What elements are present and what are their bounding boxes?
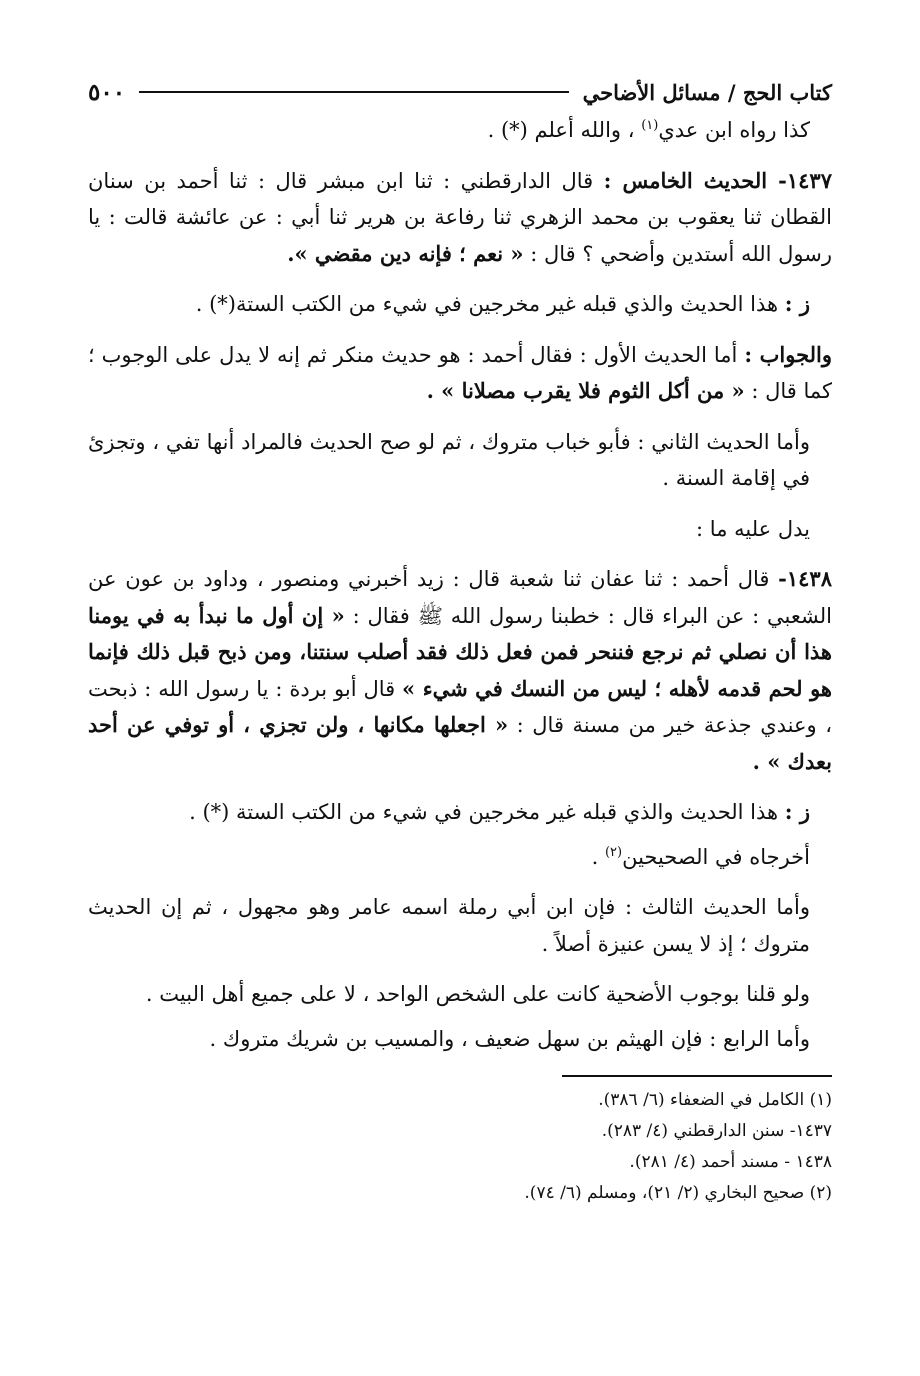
paragraph-1-text: كذا رواه ابن عدي <box>658 118 810 142</box>
hadith-1437-text: قال الدارقطني : ثنا ابن مبشر قال : ثنا أحمد بن سنان القطان ثنا يعقوب بن محمد الزهري ثنا رفاعة بن هرير ثنا أبي : عن عائشة قالت : يا رسول الله أستدين وأضحي ؟ قال : <box>88 168 832 266</box>
footnote-separator <box>562 1075 832 1077</box>
hadith-1437 <box>88 163 832 273</box>
answer-paragraph <box>88 337 832 410</box>
footnote-2: (٢) صحيح البخاري (٢/ ٢١)، ومسلم (٦/ ٧٤). <box>524 1183 832 1203</box>
header-rule <box>139 91 569 93</box>
second-hadith-paragraph: وأما الحديث الثاني : فأبو خباب متروك ، ثم لو صح الحديث فالمراد أنها تفي ، وتجزئ في إقامة السنة . <box>88 429 810 490</box>
note-z-1-label: ز : <box>784 291 810 316</box>
page-number: ٥٠٠ <box>88 78 126 106</box>
page-header <box>88 72 832 112</box>
hadith-1438-quote-2: « اجعلها مكانها ، ولن تجزي ، أو توفي عن أحد بعدك » . <box>88 712 832 774</box>
answer-text: أما الحديث الأول : فقال أحمد : هو حديث منكر ثم إنه لا يدل على الوجوب ؛ كما قال : <box>88 342 832 403</box>
hadith-1437-label: ١٤٣٧- الحديث الخامس : <box>603 167 832 193</box>
hadith-1438-label: ١٤٣٨- <box>778 566 832 591</box>
footnote-ref-2[interactable]: (٢) <box>604 844 623 860</box>
footnote-1: (١) الكامل في الضعفاء (٦/ ٣٨٦). <box>598 1090 832 1110</box>
sahihayn-text: أخرجاه في الصحيحين <box>622 844 810 869</box>
household-paragraph: ولو قلنا بوجوب الأضحية كانت على الشخص الواحد ، لا على جميع أهل البيت . <box>145 982 810 1006</box>
hadith-1438-quote-1: « إن أول ما نبدأ به في يومنا هذا أن نصلي ثم نرجع فننحر فمن فعل ذلك فقد أصلب سنتنا، ومن ذبح قبل ذلك فإنما هو لحم قدمه لأهله ؛ ليس من النسك في شيء » <box>88 602 832 701</box>
answer-quote: « من أكل الثوم فلا يقرب مصلانا » . <box>426 378 745 403</box>
note-z-2-text: هذا الحديث والذي قبله غير مخرجين في شيء من الكتب الستة (*) . <box>189 800 779 824</box>
sahihayn-paragraph <box>88 839 832 876</box>
footnote-ref-1[interactable]: (١) <box>641 118 659 133</box>
hadith-1438-text: قال أحمد : ثنا عفان ثنا شعبة قال : زيد أخبرني ومنصور ، وداود بن عون عن الشعبي : عن البراء قال : خطبنا رسول الله ﷺ فقال : <box>88 567 832 628</box>
note-z-2-label: ز : <box>784 799 810 824</box>
hadith-1438-text-2: قال أبو بردة : يا رسول الله : ذبحت ، وعندي جذعة خير من مسنة قال : <box>88 676 832 737</box>
evidence-intro: يدل عليه ما : <box>696 516 810 541</box>
note-z-1-text: هذا الحديث والذي قبله غير مخرجين في شيء من الكتب الستة(*) . <box>195 292 779 316</box>
hadith-1438 <box>88 561 832 780</box>
note-z-2 <box>88 794 832 831</box>
footnote-1438: ١٤٣٨ - مسند أحمد (٤/ ٢٨١). <box>629 1152 832 1172</box>
footnote-1437: ١٤٣٧- سنن الدارقطني (٤/ ٢٨٣). <box>601 1121 832 1141</box>
paragraph-1-tail: ، والله أعلم (*) . <box>487 118 635 142</box>
book-page <box>88 72 832 1209</box>
third-hadith-paragraph: وأما الحديث الثالث : فإن ابن أبي رملة اسمه عامر وهو مجهول ، ثم إن الحديث متروك ؛ إذ لا يسن عنيزة أصلاً . <box>88 895 810 956</box>
paragraph-1 <box>88 112 832 149</box>
note-z-1 <box>88 286 832 323</box>
footnotes <box>88 1085 832 1209</box>
sahihayn-tail: . <box>591 844 599 869</box>
answer-label: والجواب : <box>744 341 832 367</box>
hadith-1437-quote: « نعم ؛ فإنه دين مقضي ». <box>287 240 524 266</box>
fourth-hadith-paragraph: وأما الرابع : فإن الهيثم بن سهل ضعيف ، والمسيب بن شريك متروك . <box>209 1026 810 1051</box>
running-title: كتاب الحج / مسائل الأضاحي <box>582 79 832 105</box>
